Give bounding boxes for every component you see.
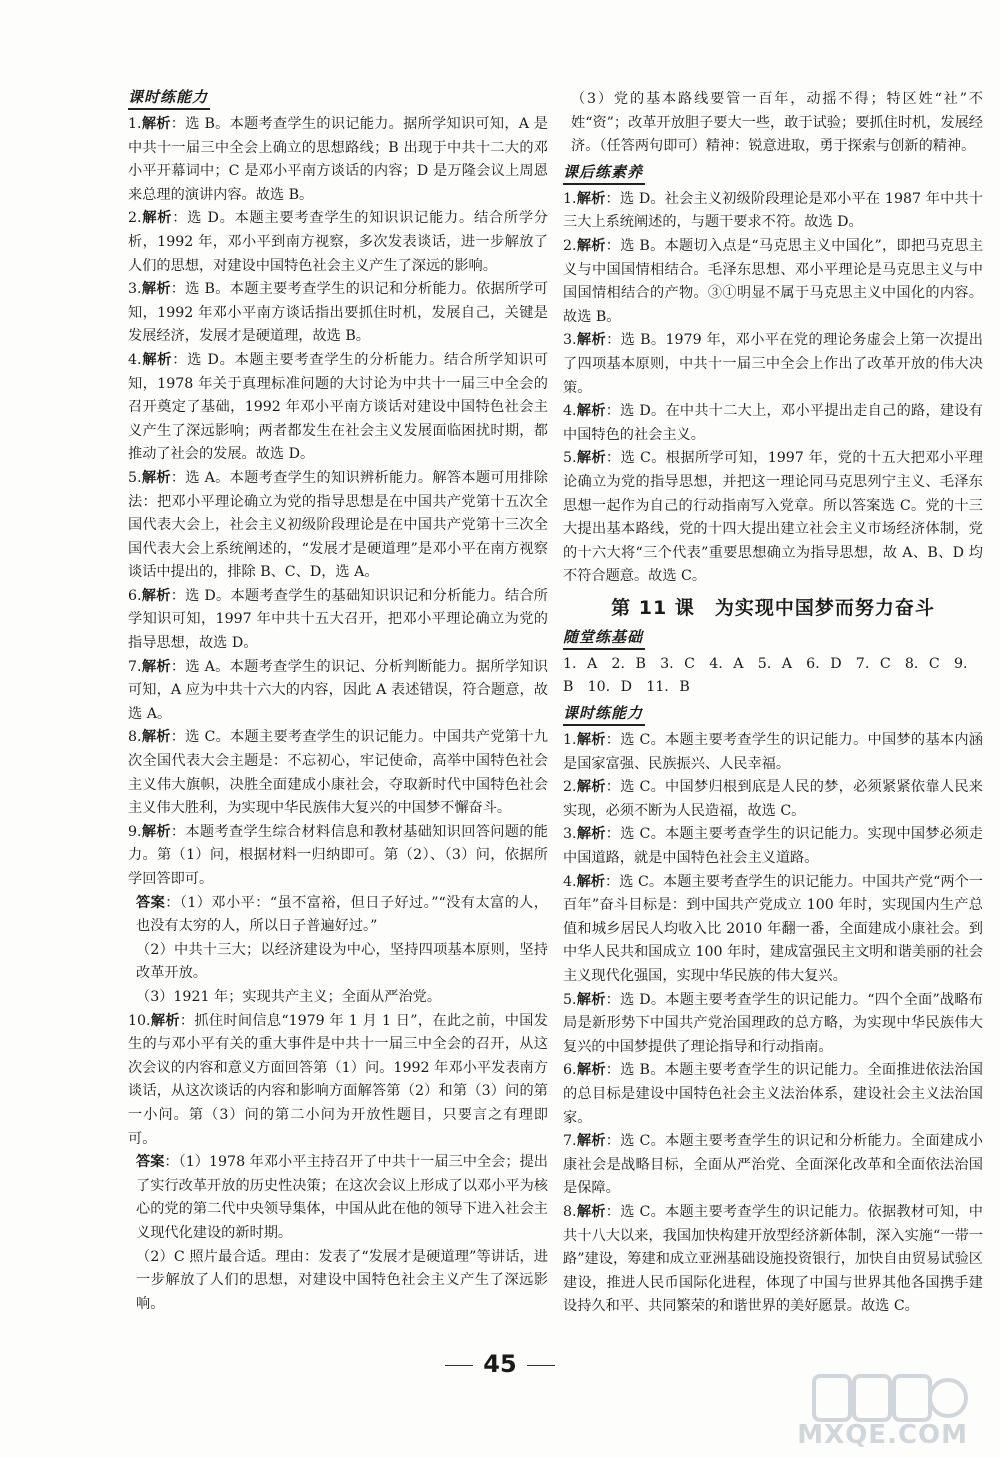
item-number: 1. [563, 190, 577, 207]
item-text: ：选 C。本题主要考查学生的识记能力。中国共产党第十九次全国代表大会主题是：不忘初心，牢记使命，高举中国特色社会主义伟大旗帜，决胜全面建成小康社会，夺取新时代中国特色社会主义伟大胜利，为实现中华民族伟大复兴的中国梦不懈奋斗。 [128, 729, 548, 817]
answer-label: 答案 [136, 1154, 165, 1171]
item-keyword: 解析 [576, 826, 606, 843]
item-keyword: 解析 [141, 351, 173, 368]
item-number: 9. [128, 823, 142, 840]
q10-answer-continued: （3）党的基本路线要管一百年，动摇不得；特区姓“社”不姓“资”；改革开放胆子要大一些，敢于试验；要抓住时机，发展经济。（任答两句即可）精神：锐意进取，勇于探索与创新的精神。 [571, 91, 983, 155]
item-text: ：选 B。1979 年，邓小平在党的理论务虚会上第一次提出了四项基本原则，中共十一届三中全会上作出了改革开放的伟大决策。 [563, 332, 983, 396]
item-text: ：选 D。本题主要考查学生的知识识记能力。结合所学分析，1992 年，邓小平到南方视察，多次发表谈话，进一步解放了人们的思想，对建设中国特色社会主义产生了深远的影响。 [128, 210, 548, 274]
item-keyword: 解析 [141, 210, 173, 227]
right-column [563, 88, 983, 1319]
item-text: ：选 C。中国梦归根到底是人民的梦，必须紧紧依靠人民来实现，必须不断为人民造福，故选 C。 [563, 779, 983, 819]
item-text: ：选 C。根据所学可知，1997 年，党的十五大把邓小平理论确立为党的指导思想，并把这一理论同马克思列宁主义、毛泽东思想一起作为自己的行动指南写入党章。所以答案选 C。党的十三大提出基本路线，党的十四大提出建立社会主义市场经济体制，党的十六大将“三个代表”重要思想确立为指导思想，故 A、B、D 均不符合题意。故选 C。 [563, 450, 983, 585]
page-number-text: 45 [483, 1350, 517, 1378]
item-keyword: 解析 [576, 991, 606, 1008]
section-heading-practice-ability-2: 课时练能力 [563, 702, 645, 726]
item-text: ：选 D。本题主要考查学生的分析能力。结合所学知识可知，1978 年关于真理标准问题的大讨论为中共十一届三中全会的召开奠定了基础，1992 年邓小平南方谈话对建设中国特色社会主义产生了深远影响；两者都发生在社会主义发展面临困扰时期，都推动了社会的发展。故选 D。 [128, 351, 548, 463]
item-keyword: 解析 [141, 729, 171, 746]
item-number: 3. [563, 332, 577, 349]
question-item [128, 113, 548, 207]
item-number: 10. [128, 1012, 151, 1029]
item-keyword: 解析 [576, 779, 606, 796]
left-item-list [128, 113, 548, 892]
item-keyword: 解析 [576, 332, 607, 349]
item-number: 5. [563, 991, 577, 1008]
item-number: 4. [128, 351, 142, 368]
question-item [563, 776, 983, 823]
watermark-text: MXQE.COM [797, 1420, 968, 1450]
item-keyword: 解析 [141, 587, 171, 604]
question-item [128, 585, 548, 656]
item-keyword: 解析 [576, 873, 605, 890]
answer-label: 答案 [136, 894, 166, 911]
question-item-10 [128, 1010, 548, 1152]
item-number: 4. [563, 873, 577, 890]
answer-text: ：（1）1978 年邓小平主持召开了中共十一届三中全会；提出了实行改革开放的历史性决策；在这次会议上形成了以邓小平为核心的党的第二代中央领导集体，中国从此在他的领导下进入社会主义现代化建设的新时期。 [136, 1154, 548, 1241]
item-keyword: 解析 [141, 658, 171, 675]
question-item [563, 235, 983, 329]
item-keyword: 解析 [150, 1012, 180, 1029]
item-text: ：选 C。本题主要考查学生的识记能力。中国梦的基本内涵是国家富强、民族振兴、人民幸福。 [563, 732, 983, 772]
q9-answer-line [136, 892, 548, 939]
question-item [128, 821, 548, 892]
dash-right [527, 1365, 555, 1366]
item-number: 8. [128, 729, 142, 746]
question-item [563, 329, 983, 400]
item-text: ：选 B。本题主要考查学生的识记能力。全面推进依法治国的总目标是建设中国特色社会主义法治体系，建设社会主义法治国家。 [563, 1062, 983, 1126]
section-heading-in-class: 随堂练基础 [563, 626, 645, 650]
watermark [797, 1372, 980, 1452]
item-text: ：选 C。本题主要考查学生的识记能力。中国共产党“两个一百年”奋斗目标是：到中国共产党成立 100 年时，实现国内生产总值和城乡居民人均收入比 2010 年翻一番，全面建成小康社会。到中华人民共和国成立 100 年时，建成富强民主文明和谐美丽的社会主义现代化强国，实现中华民族的伟大复兴。 [563, 873, 983, 984]
item-text: ：选 D。本题主要考查学生的识记能力。“四个全面”战略布局是新形势下中国共产党治国理政的总方略，为实现中华民族伟大复兴的中国梦提供了理论指导和行动指南。 [563, 991, 983, 1055]
question-item [563, 989, 983, 1060]
item-number: 5. [128, 469, 142, 486]
question-item [563, 823, 983, 870]
item-number: 3. [128, 281, 142, 298]
section-heading-after-class: 课后练素养 [563, 161, 645, 185]
item-text: ：选 D。在中共十二大上，邓小平提出走自己的路，建设有中国特色的社会主义。 [563, 403, 983, 443]
question-item [128, 278, 548, 349]
q9-answer-line: （2）中共十三大；以经济建设为中心，坚持四项基本原则，坚持改革开放。 [136, 941, 548, 982]
q10-answer-line [136, 1151, 548, 1245]
item-number: 7. [563, 1133, 577, 1150]
question-item [563, 1059, 983, 1130]
item-number: 1. [563, 732, 577, 749]
question-item [563, 729, 983, 776]
item-number: 7. [128, 658, 142, 675]
q10-answer-line: （2）C 照片最合适。理由：发表了“发展才是硬道理”等讲话，进一步解放了人们的思想，对建设中国特色社会主义产生了深远影响。 [136, 1248, 548, 1312]
item-keyword: 解析 [141, 469, 171, 486]
item-number: 2. [563, 237, 577, 254]
answer-text: ：（1）邓小平：“虽不富裕，但日子好过。”“没有太富的人，也没有太穷的人，所以日子普遍好过。” [136, 894, 548, 935]
section-heading-practice-ability: 课时练能力 [128, 86, 210, 110]
item-text: ：选 D。社会主义初级阶段理论是邓小平在 1987 年中共十三大上系统阐述的，与题干要求不符。故选 D。 [563, 190, 983, 231]
left-column [128, 84, 548, 1316]
item-text: ：本题考查学生综合材料信息和教材基础知识回答问题的能力。第（1）问，根据材料一归纳即可。第（2）、（3）问，依据所学回答即可。 [128, 823, 548, 887]
item-number: 1. [128, 116, 142, 132]
item-text: ：选 A。本题考查学生的识记、分析判断能力。据所学知识可知，A 应为中共十六大的内容，因此 A 表述错误，符合题意，故选 A。 [128, 658, 548, 722]
question-item [563, 400, 983, 447]
item-text: ：选 B。本题切入点是“马克思主义中国化”，即把马克思主义与中国国情相结合。毛泽东思想、邓小平理论是马克思主义与中国国情相结合的产物。③①明显不属于马克思主义中国化的内容。故选 B。 [563, 237, 983, 325]
question-item [128, 349, 548, 467]
item-keyword: 解析 [141, 116, 171, 132]
question-item [128, 207, 548, 278]
item-keyword: 解析 [576, 732, 606, 749]
question-item [563, 447, 983, 589]
right-item-list-1 [563, 188, 983, 589]
item-keyword: 解析 [576, 237, 606, 254]
question-item [128, 726, 548, 820]
item-keyword: 解析 [141, 823, 171, 840]
item-text: ：选 B。本题主要考查学生的识记和分析能力。依据所学可知，1992 年邓小平南方谈话指出要抓住时机，发展自己，关键是发展经济，发展才是硬道理，故选 B。 [128, 281, 548, 345]
item-keyword: 解析 [576, 190, 606, 207]
question-item [563, 871, 983, 989]
item-text: ：抓住时间信息“1979 年 1 月 1 日”，在此之前，中国发生的与邓小平有关的重大事件是中共十一届三中全会的召开，从这次会议的内容和意义方面回答第（1）问。1992 年邓小平发表南方谈话，从这次谈话的内容和影响方面解答第（2）和第（3）问的第一小问。第（3）问的第二小问为开放性题目，只要言之有理即可。 [128, 1012, 548, 1147]
question-item [563, 188, 983, 235]
right-item-list-2 [563, 729, 983, 1319]
item-keyword: 解析 [141, 281, 171, 298]
item-keyword: 解析 [576, 403, 606, 420]
q9-answer-line: （3）1921 年；实现共产主义；全面从严治党。 [136, 988, 442, 1005]
item-number: 5. [563, 450, 577, 467]
item-number: 6. [128, 587, 142, 604]
item-keyword: 解析 [576, 1203, 606, 1220]
item-text: ：选 D。本题考查学生的基础知识识记和分析能力。结合所学知识可知，1997 年中共十五大召开，把邓小平理论确立为党的指导思想，故选 D。 [128, 587, 548, 652]
item-text: ：选 B。本题考查学生的识记能力。据所学知识可知，A 是中共十一届三中全会上确立的思想路线；B 出现于中共十二大的邓小平开幕词中；C 是邓小平南方谈话的内容；D 是万隆会议上周恩来总理的演讲内容。故选 B。 [128, 116, 548, 203]
answer-key: 1. A 2. B 3. C 4. A 5. A 6. D 7. C 8. C 9. B 10. D 11. B [563, 655, 968, 696]
item-keyword: 解析 [576, 450, 607, 467]
question-item [563, 1201, 983, 1319]
item-number: 2. [128, 210, 142, 227]
question-item [128, 467, 548, 585]
question-item [563, 1130, 983, 1201]
item-keyword: 解析 [576, 1133, 606, 1150]
watermark-logo-icon [810, 1372, 970, 1424]
item-number: 4. [563, 403, 577, 420]
item-text: ：选 C。本题主要考查学生的识记和分析能力。全面建成小康社会是战略目标，全面从严治党、全面深化改革和全面依法治国是保障。 [563, 1133, 983, 1197]
item-number: 3. [563, 826, 577, 843]
item-text: ：选 A。本题考查学生的知识辨析能力。解答本题可用排除法：把邓小平理论确立为党的指导思想是在中国共产党第十五次全国代表大会上，社会主义初级阶段理论是在中国共产党第十三次全国代表大会上系统阐述的，“发展才是硬道理”是邓小平在南方视察谈话中提出的，排除 B、C、D，选 A。 [128, 469, 548, 581]
item-number: 2. [563, 779, 577, 796]
item-text: ：选 C。本题主要考查学生的识记能力。依据教材可知，中共十八大以来，我国加快构建开放型经济新体制，深入实施“一带一路”建设，筹建和成立亚洲基础设施投资银行，加快自由贸易试验区建设，推进人民币国际化进程，体现了中国与世界其他各国携手建设持久和平、共同繁荣的和谐世界的美好愿景。故选 C。 [563, 1203, 983, 1315]
item-number: 8. [563, 1203, 577, 1220]
lesson-title: 第 11 课 为实现中国梦而努力奋斗 [611, 596, 935, 619]
question-item [128, 656, 548, 727]
item-number: 6. [563, 1062, 577, 1079]
item-text: ：选 C。本题主要考查学生的识记能力。实现中国梦必须走中国道路，就是中国特色社会主义道路。 [563, 826, 983, 867]
item-keyword: 解析 [576, 1062, 606, 1079]
dash-left [445, 1365, 473, 1366]
